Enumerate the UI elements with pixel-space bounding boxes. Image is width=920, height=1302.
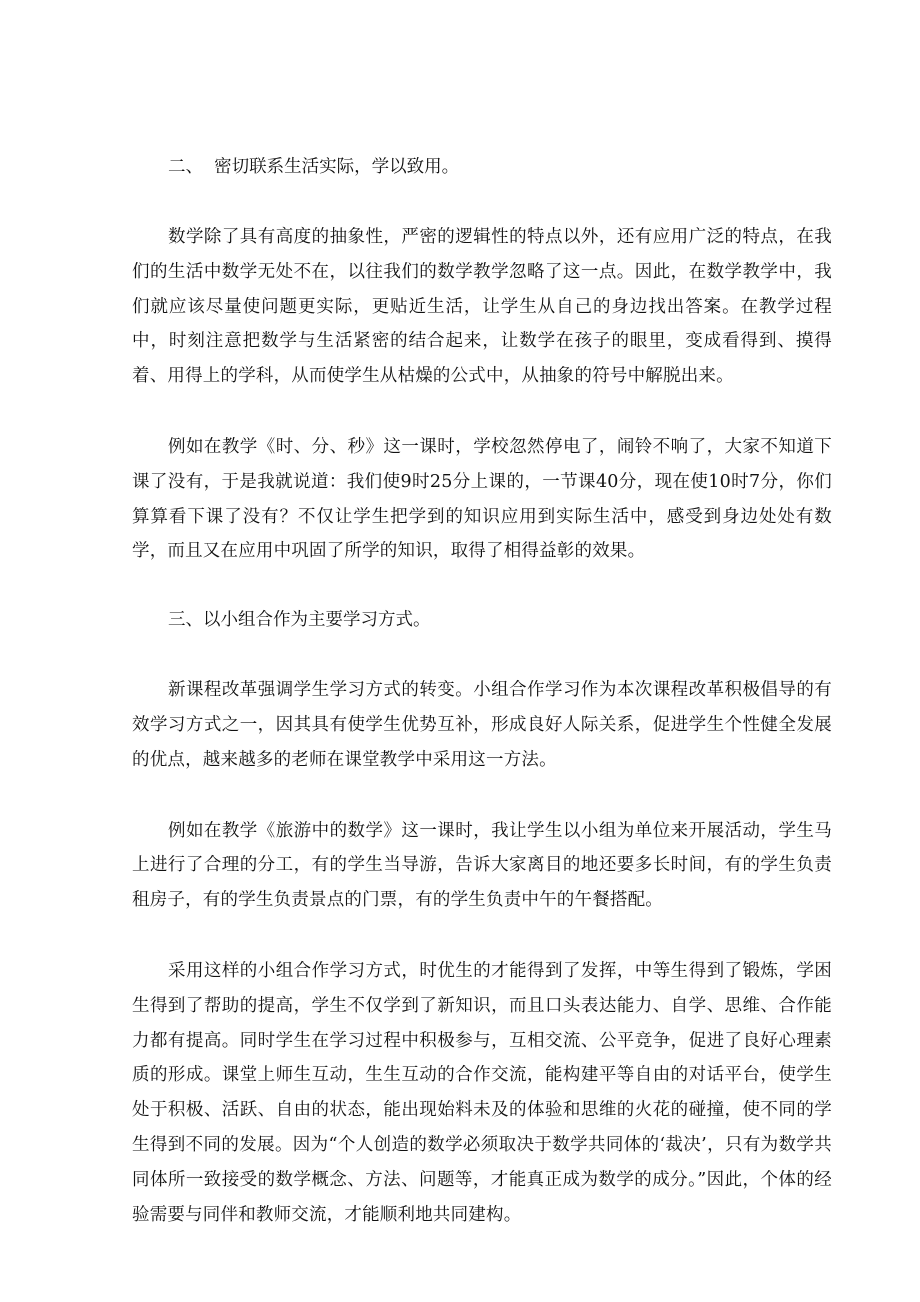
paragraph-group-learning: 新课程改革强调学生学习方式的转变。小组合作学习作为本次课程改革积极倡导的有效学习方式之一，因其具有使学生优势互补，形成良好人际关系，促进学生个性健全发展的优点，越来越多的老师在课堂教学中采用这一方法。 (132, 680, 832, 770)
paragraph-group-benefits: 采用这样的小组合作学习方式，时优生的才能得到了发挥，中等生得到了锻炼，学困生得到了帮助的提高，学生不仅学到了新知识，而且口头表达能力、自学、思维、合作能力都有提高。同时学生在学习过程中积极参与，互相交流、公平竞争，促进了良好心理素质的形成。课堂上师生互动，生生互动的合作交流，能构建平等自由的对话平台，使学生处于积极、活跃、自由的状态，能出现始料未及的体验和思维的火花的碰撞，使不同的学生得到不同的发展。因为“个人创造的数学必须取决于数学共同体的‘裁决’，只有为数学共同体所一致接受的数学概念、方法、问题等，才能真正成为数学的成分。”因此，个体的经验需要与同伴和教师交流，才能顺利地共同建构。 (132, 960, 832, 1225)
section-heading-3: 三、以小组合作为主要学习方式。 (168, 610, 431, 631)
document-page (132, 150, 832, 1232)
paragraph-math-in-life: 数学除了具有高度的抽象性，严密的逻辑性的特点以外，还有应用广泛的特点，在我们的生活中数学无处不在，以往我们的数学教学忽略了这一点。因此，在数学教学中，我们就应该尽量使问题更实际，更贴近生活，让学生从自己的身边找出答案。在教学过程中，时刻注意把数学与生活紧密的结合起来，让数学在孩子的眼里，变成看得到、摸得着、用得上的学科，从而使学生从枯燥的公式中，从抽象的符号中解脱出来。 (132, 227, 832, 387)
paragraph-travel-example: 例如在教学《旅游中的数学》这一课时，我让学生以小组为单位来开展活动，学生马上进行了合理的分工，有的学生当导游，告诉大家离目的地还要多长时间，有的学生负责租房子，有的学生负责景点的门票，有的学生负责中午的午餐搭配。 (132, 820, 832, 911)
section-heading-2: 二、 密切联系生活实际，学以致用。 (168, 157, 460, 177)
paragraph-clock-example: 例如在教学《时、分、秒》这一课时，学校忽然停电了，闹铃不响了，大家不知道下课了没有，于是我就说道：我们使9时25分上课的，一节课40分，现在使10时7分，你们算算看下课了没有？不仅让学生把学到的知识应用到实际生活中，感受到身边处处有数学，而且又在应用中巩固了所学的知识，取得了相得益彰的效果。 (132, 436, 832, 562)
